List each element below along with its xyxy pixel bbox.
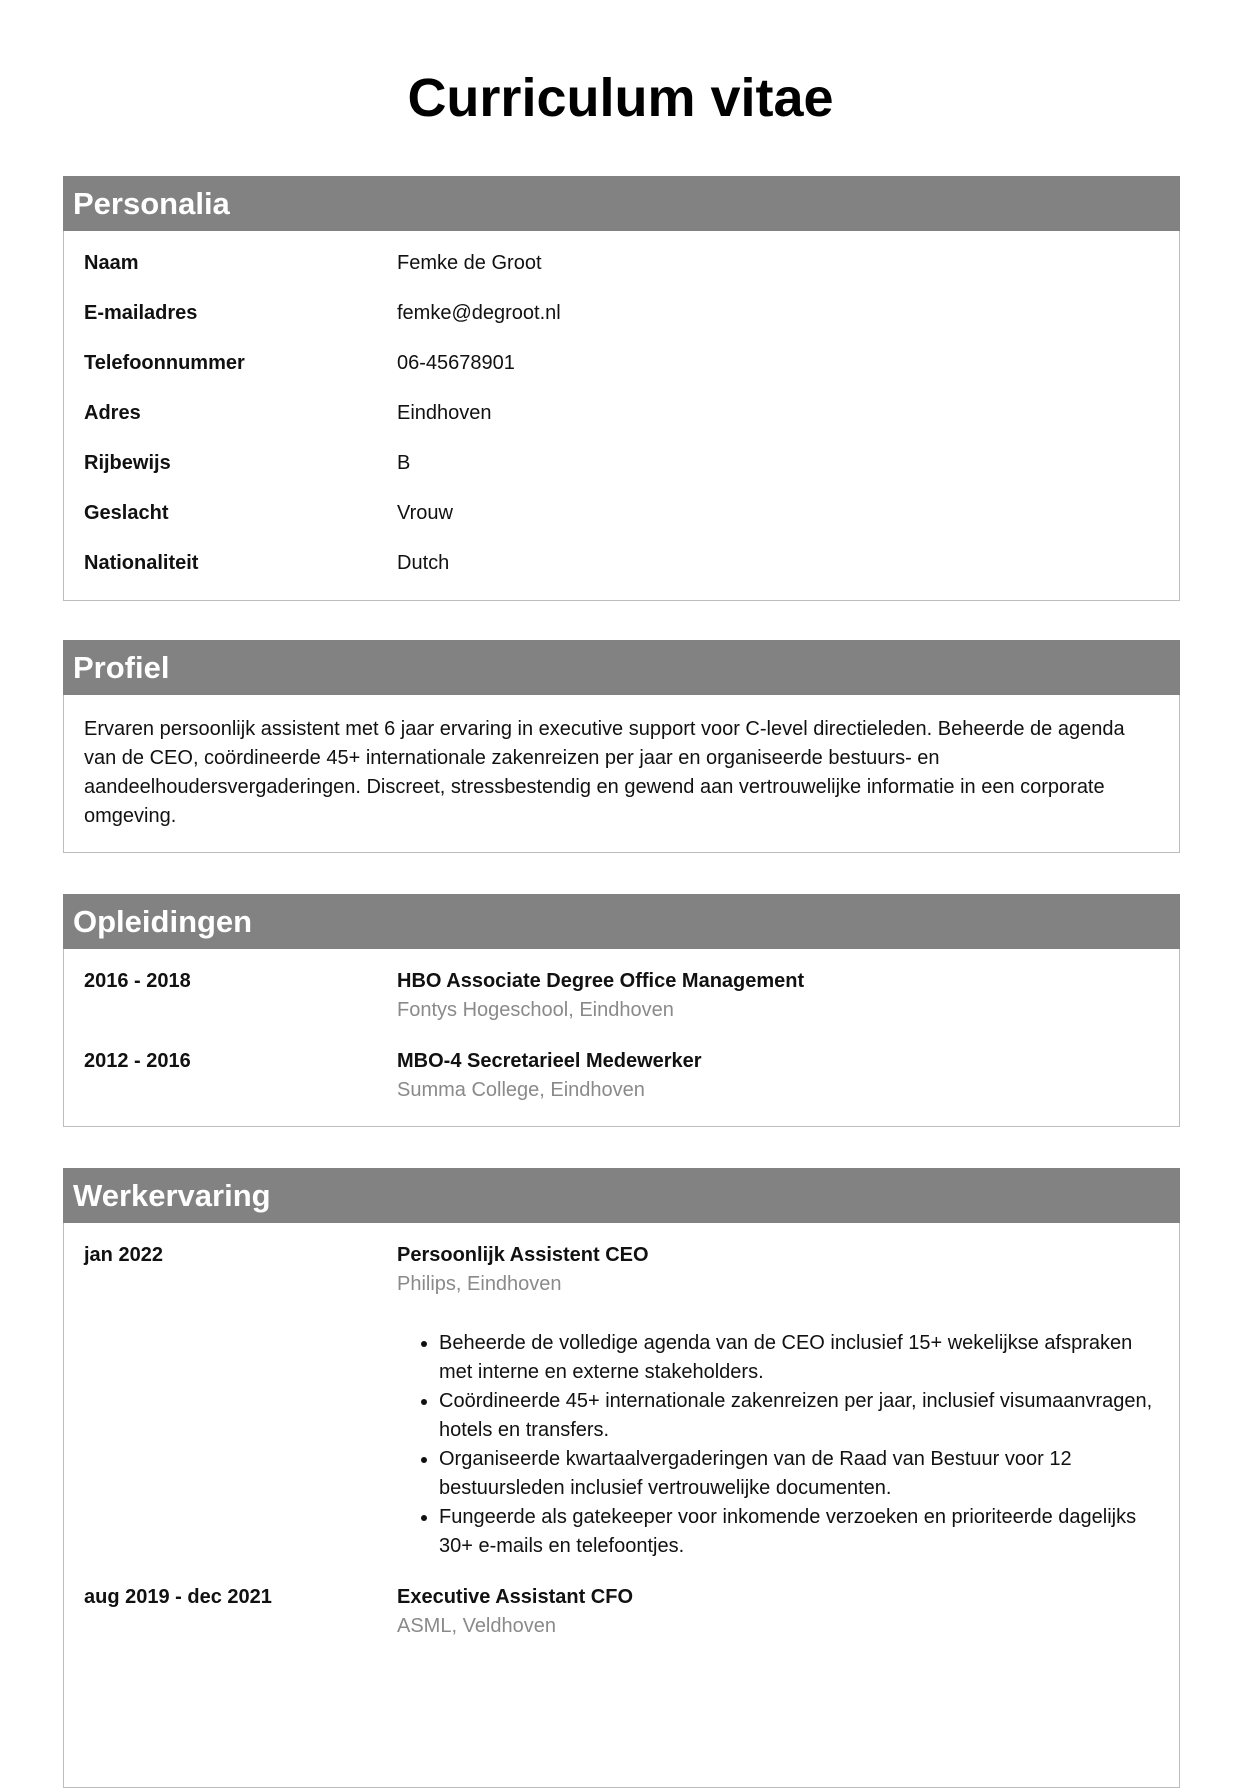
education-period: 2016 - 2018 [84, 970, 191, 992]
work-bullets [397, 1329, 1159, 1561]
personalia-row-rijbewijs [84, 449, 1159, 499]
education-title: HBO Associate Degree Office Management [397, 970, 805, 992]
field-label: E-mailadres [84, 302, 198, 324]
work-bullet: • Coördineerde 45+ internationale zakenreizen per jaar, inclusief visumaanvragen, hotels en transfers. [439, 1387, 1159, 1445]
work-bullet: • Fungeerde als gatekeeper voor inkomende verzoeken en prioriteerde dagelijks 30+ e-mails en telefoontjes. [439, 1503, 1159, 1561]
work-company: ASML, Veldhoven [397, 1615, 556, 1637]
work-period: aug 2019 - dec 2021 [84, 1586, 272, 1608]
field-value: 06-45678901 [397, 352, 515, 374]
field-label: Nationaliteit [84, 552, 199, 574]
personalia-row-geslacht [84, 499, 1159, 549]
work-entry [84, 1583, 1159, 1641]
field-value: Vrouw [397, 502, 453, 524]
personalia-row-email [84, 299, 1159, 349]
page-title: Curriculum vitae [407, 68, 834, 128]
education-institution: Summa College, Eindhoven [397, 1079, 645, 1101]
work-title: Executive Assistant CFO [397, 1586, 634, 1608]
section-heading-werkervaring: Werkervaring [63, 1168, 1180, 1223]
section-werkervaring [63, 1168, 1180, 1788]
section-profiel [63, 640, 1180, 853]
section-heading-personalia: Personalia [63, 176, 1180, 231]
education-institution: Fontys Hogeschool, Eindhoven [397, 999, 674, 1021]
field-value: Dutch [397, 552, 450, 574]
work-entry [84, 1241, 1159, 1561]
education-entry [84, 1047, 1159, 1105]
section-personalia [63, 176, 1180, 601]
work-company: Philips, Eindhoven [397, 1273, 562, 1295]
field-label: Rijbewijs [84, 452, 171, 474]
personalia-row-naam [84, 249, 1159, 299]
section-heading-opleidingen: Opleidingen [63, 894, 1180, 949]
education-title: MBO-4 Secretarieel Medewerker [397, 1050, 702, 1072]
section-heading-profiel: Profiel [63, 640, 1180, 695]
personalia-row-adres [84, 399, 1159, 449]
section-opleidingen [63, 894, 1180, 1127]
personalia-row-telefoon [84, 349, 1159, 399]
field-label: Adres [84, 402, 141, 424]
field-value: Femke de Groot [397, 252, 542, 274]
education-period: 2012 - 2016 [84, 1050, 191, 1072]
field-label: Naam [84, 252, 139, 274]
personalia-row-nationaliteit [84, 549, 1159, 599]
work-title: Persoonlijk Assistent CEO [397, 1244, 649, 1266]
work-bullet: • Organiseerde kwartaalvergaderingen van de Raad van Bestuur voor 12 bestuursleden inclusief vertrouwelijke documenten. [439, 1445, 1159, 1503]
work-period: jan 2022 [84, 1244, 163, 1266]
field-label: Telefoonnummer [84, 352, 245, 374]
field-label: Geslacht [84, 502, 169, 524]
education-entry [84, 967, 1159, 1025]
profile-text: Ervaren persoonlijk assistent met 6 jaar ervaring in executive support voor C-level directieleden. Beheerde de agenda van de CEO, coördineerde 45+ internationale zakenreizen per jaar en organiseerde bestuurs- en aandeelhoudersvergaderingen. Discreet, stressbestendig en gewend aan vertrouwelijke informatie in een corporate omgeving. [84, 718, 1125, 827]
field-value: Eindhoven [397, 402, 492, 424]
field-value: femke@degroot.nl [397, 302, 561, 324]
work-bullet: • Beheerde de volledige agenda van de CEO inclusief 15+ wekelijkse afspraken met interne en externe stakeholders. [439, 1329, 1159, 1387]
field-value: B [397, 452, 411, 474]
